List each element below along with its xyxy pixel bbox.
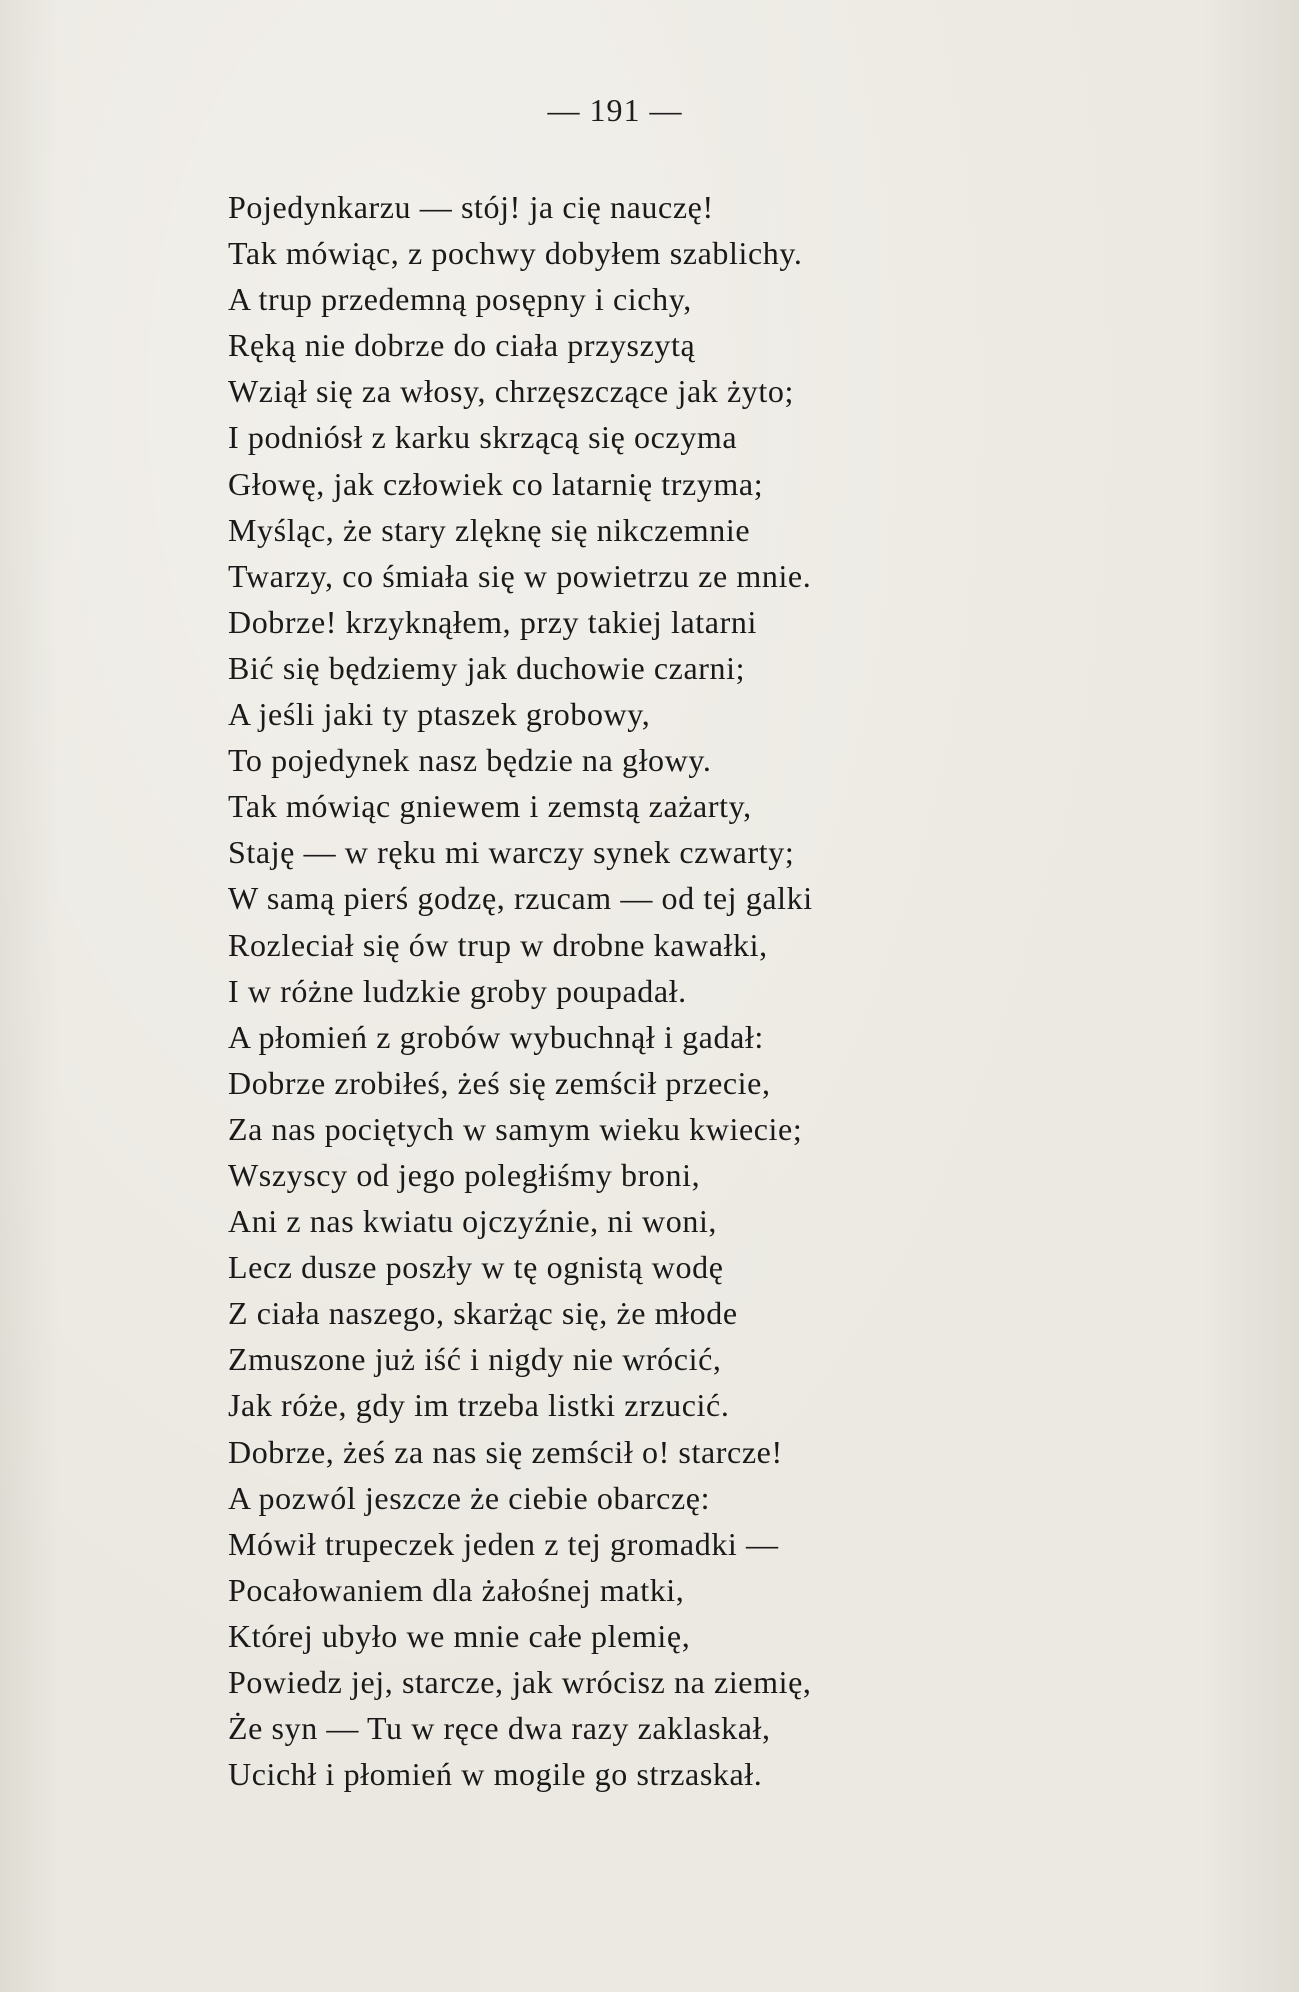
- poem-line: Twarzy, co śmiała się w powietrzu ze mnie.: [228, 557, 812, 594]
- poem-line: Staję — w ręku mi warczy synek czwarty;: [228, 834, 795, 871]
- poem-line: Głowę, jak człowiek co latarnię trzyma;: [228, 465, 764, 502]
- page-number: — 191 —: [547, 92, 683, 128]
- poem-line: To pojedynek nasz będzie na głowy.: [228, 742, 712, 779]
- poem-line: A płomień z grobów wybuchnął i gadał:: [228, 1018, 764, 1055]
- poem-line: Za nas pociętych w samym wieku kwiecie;: [228, 1110, 803, 1147]
- poem-line: Dobrze! krzyknąłem, przy takiej latarni: [228, 603, 757, 640]
- poem-line: Że syn — Tu w ręce dwa razy zaklaskał,: [228, 1710, 771, 1747]
- poem-text: [228, 184, 1248, 1797]
- poem-line: I podniósł z karku skrzącą się oczyma: [228, 419, 738, 456]
- poem-line: Której ubyło we mnie całe plemię,: [228, 1617, 691, 1654]
- poem-line: W samą pierś godzę, rzucam — od tej galki: [228, 880, 813, 917]
- poem-line: I w różne ludzkie groby poupadał.: [228, 972, 687, 1009]
- poem-line: Dobrze, żeś za nas się zemścił o! starcze!: [228, 1433, 783, 1470]
- poem-line: A jeśli jaki ty ptaszek grobowy,: [228, 696, 651, 733]
- poem-line: Ucichł i płomień w mogile go strzaskał.: [228, 1756, 763, 1793]
- poem-line: Jak róże, gdy im trzeba listki zrzucić.: [228, 1387, 730, 1424]
- poem-line: Myśląc, że stary zlęknę się nikczemnie: [228, 511, 751, 548]
- poem-line: A trup przedemną posępny i cichy,: [228, 281, 692, 318]
- poem-line: Bić się będziemy jak duchowie czarni;: [228, 649, 746, 686]
- poem-line: A pozwól jeszcze że ciebie obarczę:: [228, 1479, 711, 1516]
- poem-line: Lecz dusze poszły w tę ognistą wodę: [228, 1249, 724, 1286]
- poem-line: Ręką nie dobrze do ciała przyszytą: [228, 327, 696, 364]
- poem-line: Tak mówiąc, z pochwy dobyłem szablichy.: [228, 235, 803, 272]
- poem-line: Wszyscy od jego poległiśmy broni,: [228, 1156, 701, 1193]
- poem-line: Rozleciał się ów trup w drobne kawałki,: [228, 926, 768, 963]
- poem-line: Z ciała naszego, skarżąc się, że młode: [228, 1295, 738, 1332]
- poem-line: Pojedynkarzu — stój! ja cię nauczę!: [228, 189, 714, 225]
- poem-line: Dobrze zrobiłeś, żeś się zemścił przecie,: [228, 1064, 771, 1101]
- poem-line: Ani z nas kwiatu ojczyźnie, ni woni,: [228, 1203, 718, 1240]
- poem-line: Pocałowaniem dla żałośnej matki,: [228, 1571, 685, 1608]
- poem-line: Wziął się za włosy, chrzęszczące jak żyto;: [228, 373, 794, 410]
- poem-line: Powiedz jej, starcze, jak wrócisz na ziemię,: [228, 1664, 812, 1700]
- poem-line: Tak mówiąc gniewem i zemstą zażarty,: [228, 788, 752, 825]
- poem-line: Mówił trupeczek jeden z tej gromadki —: [228, 1525, 779, 1562]
- poem-line: Zmuszone już iść i nigdy nie wrócić,: [228, 1341, 722, 1378]
